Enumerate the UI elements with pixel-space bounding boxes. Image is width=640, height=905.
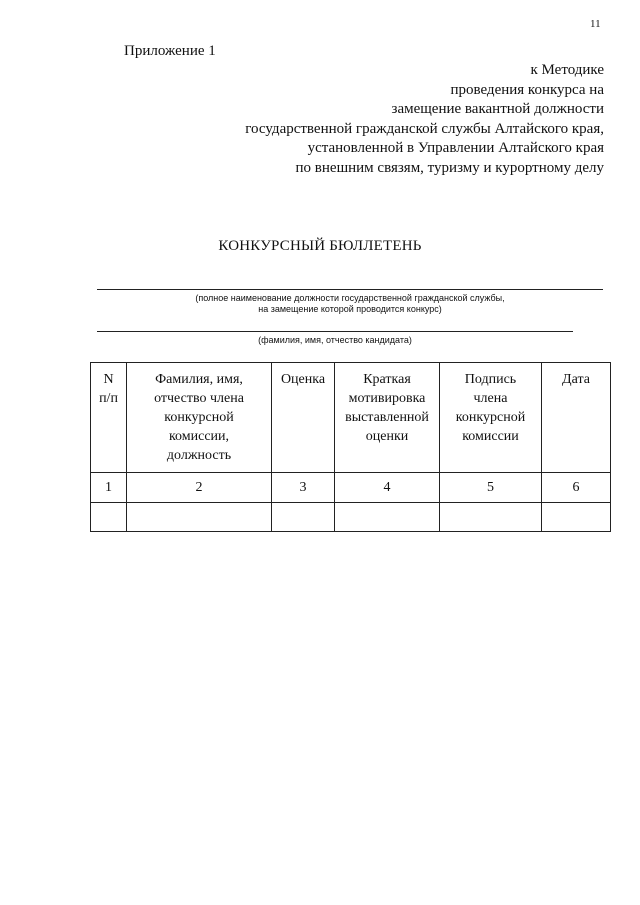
- blank-cell: [542, 503, 611, 532]
- approval-line: к Методике: [530, 62, 604, 78]
- blank-cell: [127, 503, 272, 532]
- column-number: 6: [542, 473, 611, 503]
- column-number: 2: [127, 473, 272, 503]
- position-fill-line: [97, 289, 603, 290]
- column-number: 3: [272, 473, 335, 503]
- header-signature: Подпись члена конкурсной комиссии: [440, 363, 542, 473]
- column-number: 4: [335, 473, 440, 503]
- blank-cell: [91, 503, 127, 532]
- blank-entry-row: [91, 503, 611, 532]
- header-date: Дата: [542, 363, 611, 473]
- header-number: N п/п: [91, 363, 127, 473]
- approval-reference: [245, 61, 604, 178]
- approval-line: замещение вакантной должности: [391, 101, 604, 117]
- page-number: 11: [590, 18, 601, 30]
- column-number: 1: [91, 473, 127, 503]
- approval-line: государственной гражданской службы Алтайского края,: [245, 120, 604, 137]
- blank-cell: [440, 503, 542, 532]
- column-number: 5: [440, 473, 542, 503]
- blank-cell: [335, 503, 440, 532]
- position-caption-line: на замещение которой проводится конкурс): [258, 304, 442, 314]
- approval-line: проведения конкурса на: [450, 81, 604, 98]
- header-justification: Краткая мотивировка выставленной оценки: [335, 363, 440, 473]
- column-number-row: [91, 473, 611, 503]
- position-caption-line: (полное наименование должности государственной гражданской службы,: [195, 293, 505, 303]
- approval-line: по внешним связям, туризму и курортному делу: [295, 159, 604, 176]
- candidate-caption: (фамилия, имя, отчество кандидата): [258, 335, 412, 345]
- table-header-row: [91, 363, 611, 473]
- blank-cell: [272, 503, 335, 532]
- document-title: КОНКУРСНЫЙ БЮЛЛЕТЕНЬ: [218, 238, 422, 254]
- appendix-label: Приложение 1: [124, 43, 216, 59]
- candidate-fill-line: [97, 331, 573, 332]
- ballot-table: [90, 362, 611, 532]
- position-caption: [97, 293, 603, 315]
- header-score: Оценка: [272, 363, 335, 473]
- approval-line: установленной в Управлении Алтайского края: [307, 140, 604, 156]
- header-member-name: Фамилия, имя, отчество члена конкурсной комиссии, должность: [127, 363, 272, 473]
